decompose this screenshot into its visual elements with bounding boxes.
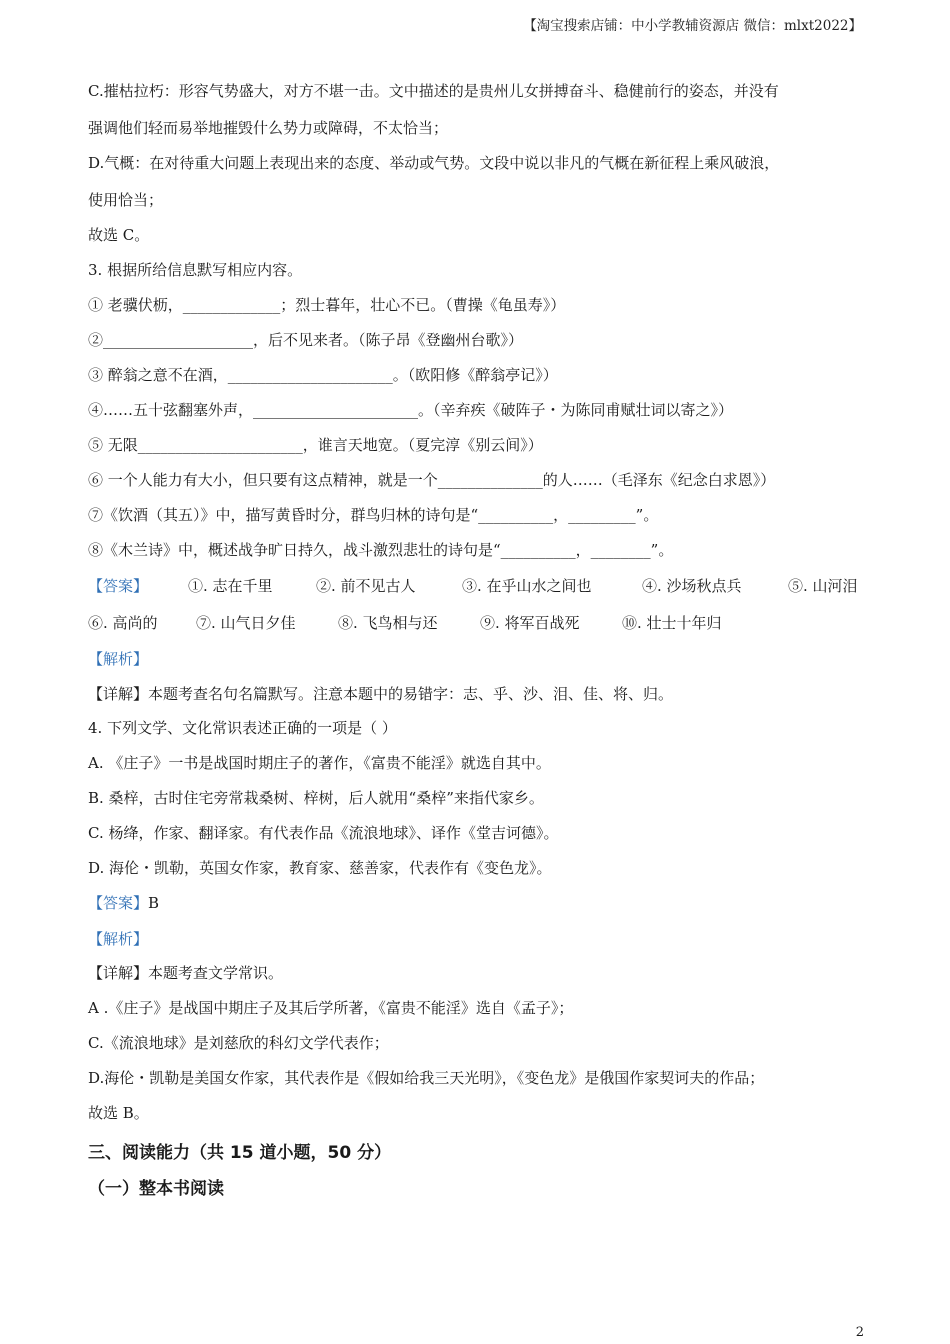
answer-item: ⑩. 壮士十年归 — [622, 614, 722, 632]
answer-item: ⑥. 高尚的 — [88, 614, 158, 632]
answer-item: ⑤. 山河泪 — [788, 577, 858, 595]
answer-item: ⑧. 飞鸟相与还 — [338, 614, 438, 632]
answer-item: ①. 志在千里 — [188, 577, 273, 595]
q4-detail: 【详解】本题考查文学常识。 — [88, 964, 284, 982]
q4-analysis-tag: 【解析】 — [88, 930, 149, 948]
answer-value: B — [148, 894, 160, 912]
q4-answer — [88, 893, 159, 913]
q3-item-5: ⑤ 无限______________________，谁言天地宽。（夏完淳《别云间》） — [88, 436, 543, 454]
answer-tag: 【答案】 — [88, 577, 149, 595]
q3-detail: 【详解】本题考查名句名篇默写。注意本题中的易错字：志、乎、沙、泪、佳、将、归。 — [88, 685, 674, 703]
q4-option-c: C. 杨绛，作家、翻译家。有代表作品《流浪地球》、译作《堂吉诃德》。 — [88, 824, 559, 842]
answer-tag: 【答案】 — [88, 894, 149, 912]
q3-item-8: ⑧《木兰诗》中，概述战争旷日持久，战斗激烈悲壮的诗句是“__________，________”。 — [88, 541, 674, 559]
q4-explain-d: D.海伦・凯勒是美国女作家，其代表作是《假如给我三天光明》，《变色龙》是俄国作家契诃夫的作品； — [88, 1069, 765, 1087]
q2-option-c-line2: 强调他们轻而易举地摧毁什么势力或障碍，不太恰当； — [88, 119, 449, 137]
q3-item-3: ③ 醉翁之意不在酒，______________________。（欧阳修《醉翁亭记》） — [88, 366, 558, 384]
answer-item: ⑨. 将军百战死 — [480, 614, 580, 632]
q4-stem: 4. 下列文学、文化常识表述正确的一项是（ ） — [88, 719, 397, 737]
section-title: 三、阅读能力（共 15 道小题，50 分） — [88, 1143, 392, 1163]
q4-option-a: A. 《庄子》一书是战国时期庄子的著作，《富贵不能淫》就选自其中。 — [88, 754, 551, 772]
q3-answer-row-2 — [88, 613, 722, 633]
q3-stem: 3. 根据所给信息默写相应内容。 — [88, 261, 303, 279]
q4-explain-a: A .《庄子》是战国中期庄子及其后学所著，《富贵不能淫》选自《孟子》； — [88, 999, 574, 1017]
answer-item: ⑦. 山气日夕佳 — [196, 614, 296, 632]
q2-option-d-line2: 使用恰当； — [88, 191, 164, 209]
answer-item: ③. 在乎山水之间也 — [462, 577, 592, 595]
q4-explain-c: C.《流浪地球》是刘慈欣的科幻文学代表作； — [88, 1034, 389, 1052]
section-subtitle: （一）整本书阅读 — [88, 1179, 224, 1199]
answer-item: ②. 前不见古人 — [316, 577, 416, 595]
q3-analysis-tag: 【解析】 — [88, 650, 149, 668]
q3-item-7: ⑦《饮酒（其五）》中，描写黄昏时分，群鸟归林的诗句是“__________，_________”。 — [88, 506, 659, 524]
answer-item: ④. 沙场秋点兵 — [642, 577, 742, 595]
page-header: 【淘宝搜索店铺：中小学教辅资源店 微信：mlxt2022】 — [523, 18, 862, 34]
q3-item-4: ④……五十弦翻塞外声，______________________。（辛弃疾《破阵子・为陈同甫赋壮词以寄之》） — [88, 401, 734, 419]
q3-item-1: ① 老骥伏枥，_____________；烈士暮年，壮心不已。（曹操《龟虽寿》） — [88, 296, 566, 314]
q4-option-b: B. 桑梓，古时住宅旁常栽桑树、梓树，后人就用“桑梓”来指代家乡。 — [88, 789, 544, 807]
page-number: 2 — [855, 1325, 864, 1340]
q4-option-d: D. 海伦・凯勒，英国女作家，教育家、慈善家，代表作有《变色龙》。 — [88, 859, 552, 877]
q3-item-2: ②____________________，后不见来者。（陈子昂《登幽州台歌》） — [88, 331, 524, 349]
q2-option-c-line1: C.摧枯拉朽：形容气势盛大，对方不堪一击。文中描述的是贵州儿女拼搏奋斗、稳健前行的姿态，并没有 — [88, 82, 779, 100]
q3-item-6: ⑥ 一个人能力有大小，但只要有这点精神，就是一个______________的人……（毛泽东《纪念白求恩》） — [88, 471, 776, 489]
q2-option-d-line1: D.气概：在对待重大问题上表现出来的态度、举动或气势。文段中说以非凡的气概在新征程上乘风破浪， — [88, 154, 780, 172]
q3-answer-row-1 — [88, 576, 858, 596]
q4-choose: 故选 B。 — [88, 1104, 149, 1122]
q2-choose: 故选 C。 — [88, 226, 150, 244]
